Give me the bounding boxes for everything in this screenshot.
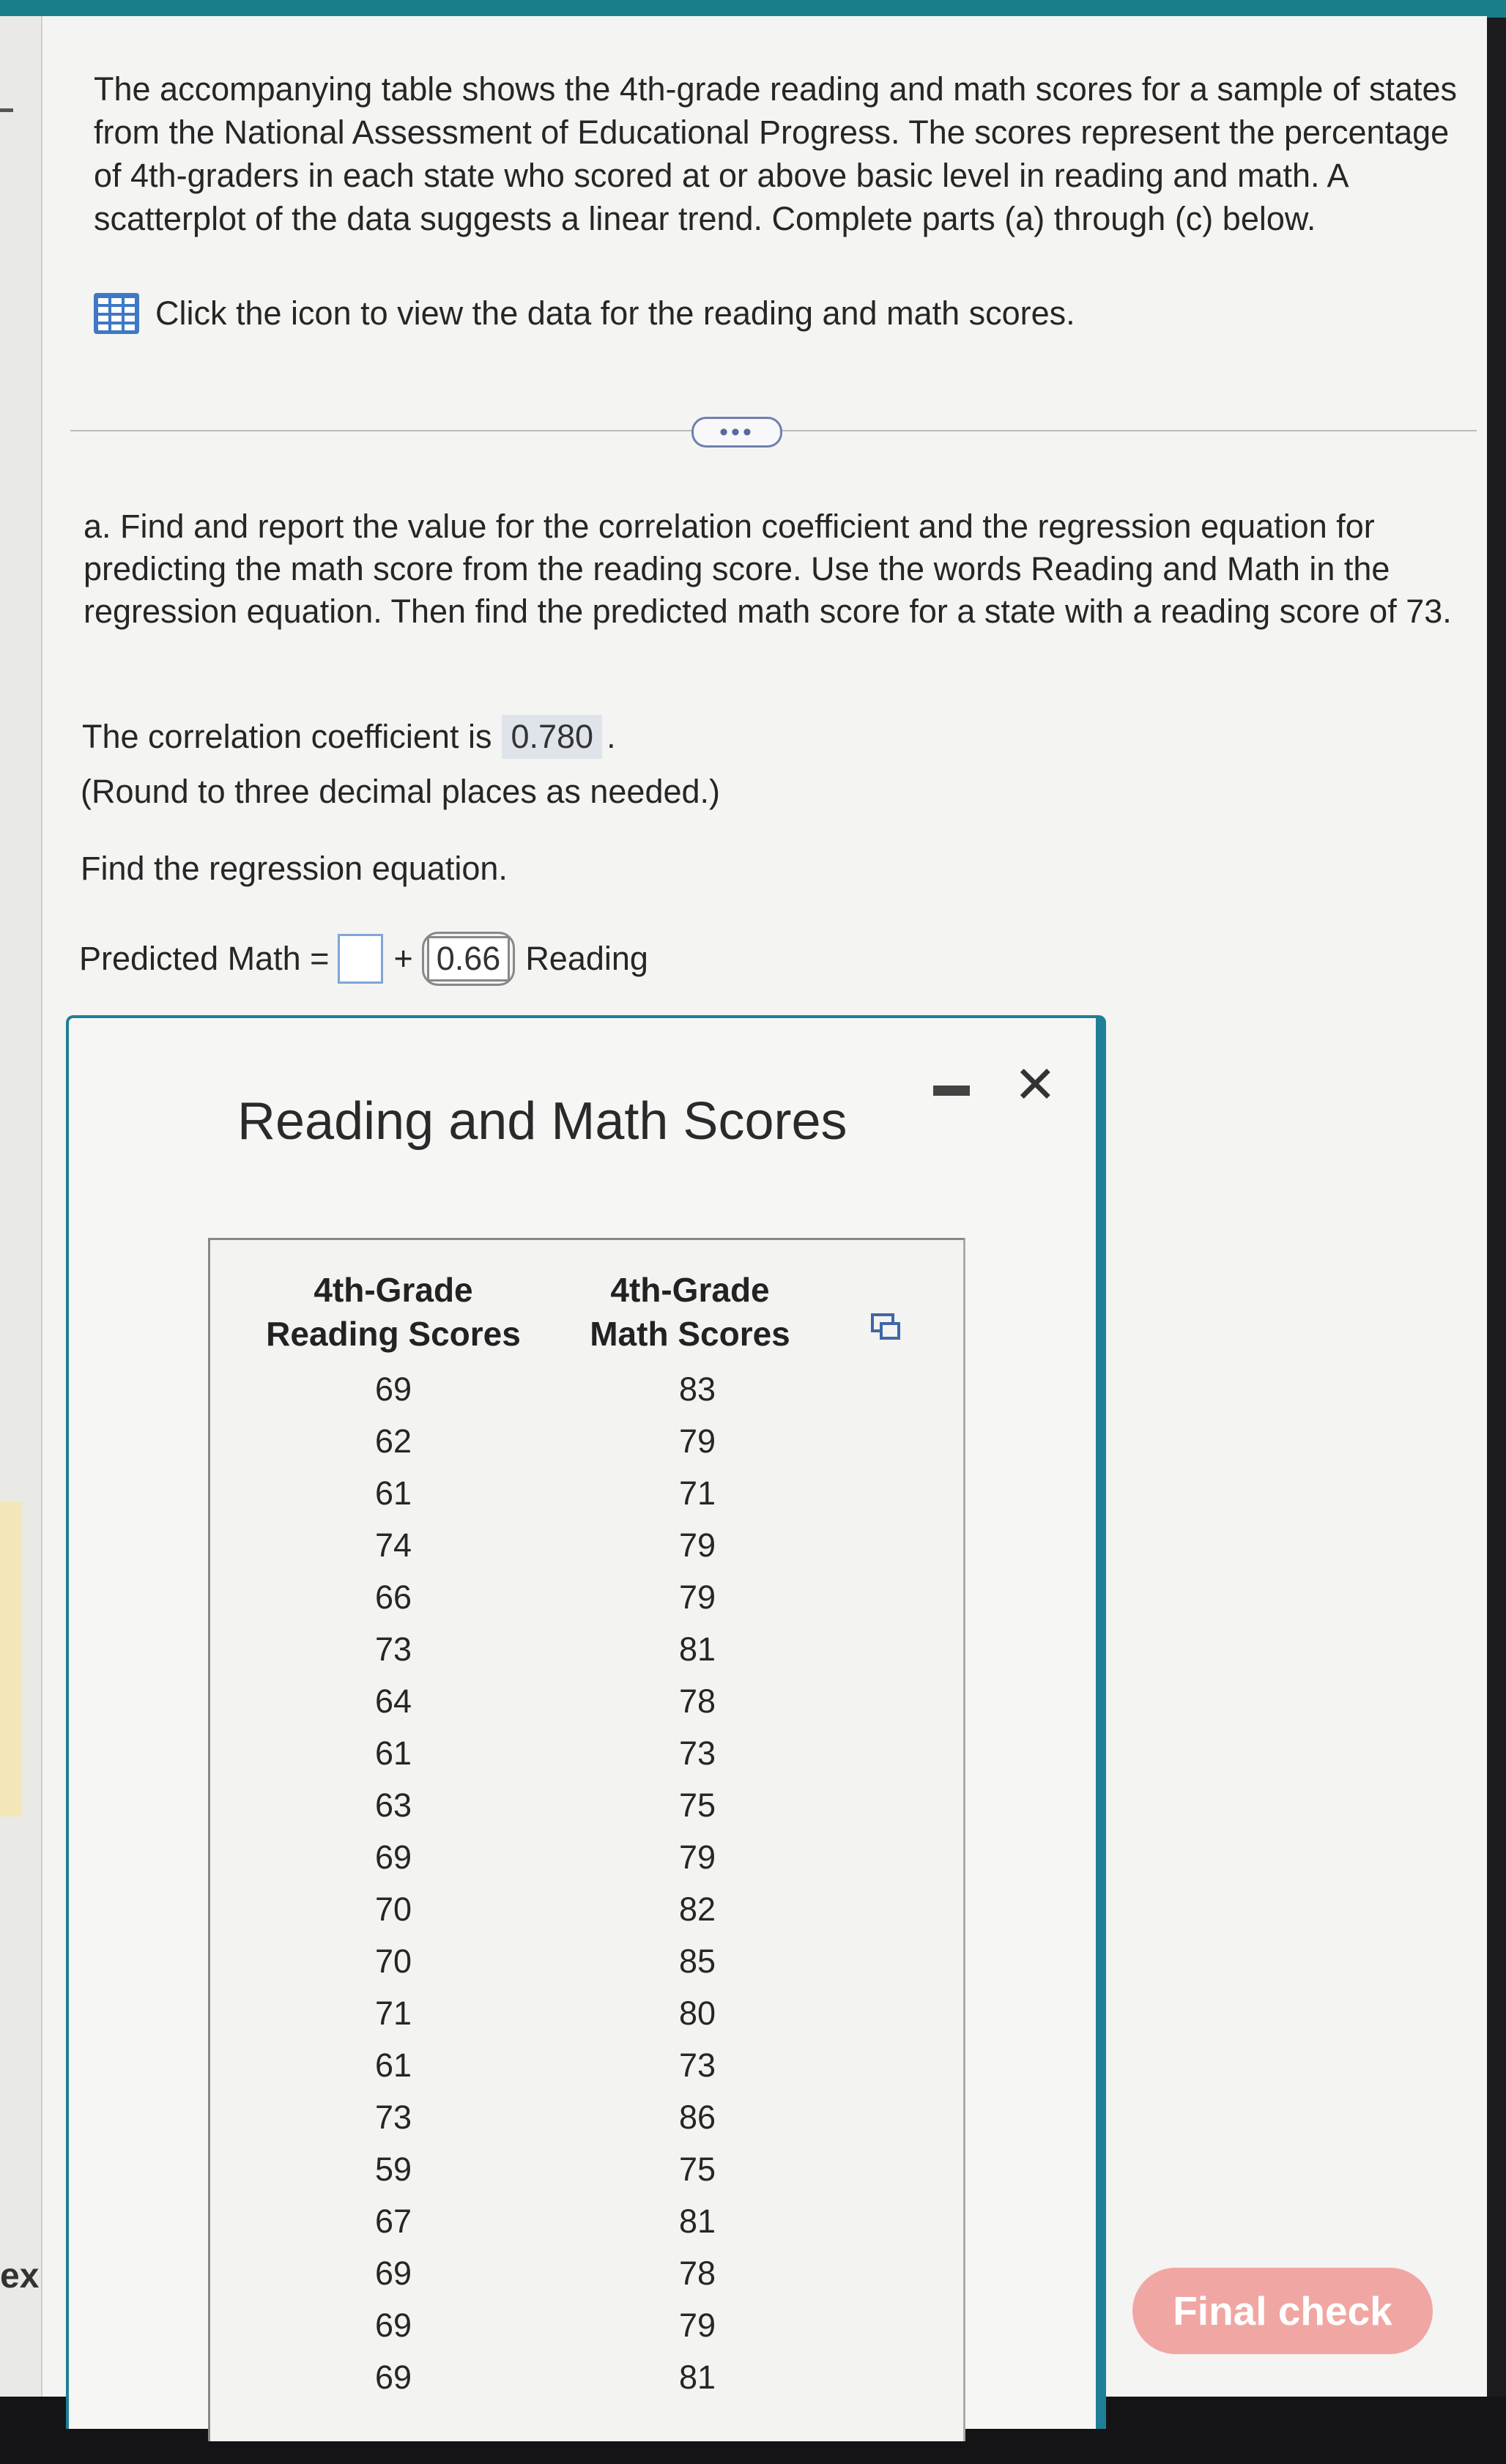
reading-score-cell: 64: [374, 1682, 412, 1720]
reading-score-cell: 63: [374, 1786, 412, 1824]
table-row: [210, 1578, 963, 1630]
table-row: [210, 2151, 963, 2203]
reading-score-cell: 69: [374, 2359, 412, 2396]
reading-score-cell: 69: [374, 2255, 412, 2292]
left-panel-highlight: [0, 1502, 22, 1817]
reading-score-cell: 71: [374, 1994, 412, 2032]
table-row: [210, 2307, 963, 2359]
correlation-line: [82, 715, 616, 759]
math-score-cell: 78: [678, 1682, 716, 1720]
math-score-cell: 79: [678, 1526, 716, 1564]
find-regression-prompt: Find the regression equation.: [81, 850, 508, 887]
math-score-cell: 82: [678, 1890, 716, 1928]
reading-score-cell: 69: [374, 1370, 412, 1408]
math-score-cell: 79: [678, 1422, 716, 1460]
math-score-cell: 85: [678, 1942, 716, 1980]
table-row: [210, 2046, 963, 2099]
equation-suffix: Reading: [525, 940, 648, 977]
reading-score-cell: 74: [374, 1526, 412, 1564]
copy-icon[interactable]: [869, 1312, 902, 1344]
table-row: [210, 1526, 963, 1578]
intercept-input[interactable]: [338, 934, 383, 984]
table-row: [210, 1422, 963, 1474]
reading-header-line1: 4th-Grade: [314, 1271, 473, 1309]
math-score-cell: 81: [678, 2203, 716, 2240]
table-row: [210, 1682, 963, 1734]
final-check-button[interactable]: Final check: [1132, 2268, 1433, 2354]
math-score-cell: 78: [678, 2255, 716, 2292]
data-modal: [66, 1015, 1106, 2429]
modal-title: Reading and Math Scores: [237, 1092, 847, 1151]
problem-intro: The accompanying table shows the 4th-grade reading and math scores for a sample of states from the National Assessment of Educational Progress. The scores represent the percentage of 4th-graders in each state who scored at or above basic level in reading and math. A scatterplot of the data suggests a linear trend. Complete parts (a) through (c) below.: [94, 70, 1458, 237]
expand-more-button[interactable]: •••: [691, 417, 782, 448]
table-row: [210, 1786, 963, 1838]
math-score-cell: 83: [678, 1370, 716, 1408]
reading-score-cell: 73: [374, 2099, 412, 2136]
reading-score-cell: 62: [374, 1422, 412, 1460]
view-data-link-text[interactable]: Click the icon to view the data for the reading and math scores.: [155, 294, 1075, 332]
top-accent-bar: [0, 0, 1506, 18]
equation-prefix: Predicted Math =: [79, 940, 330, 977]
math-score-cell: 73: [678, 2046, 716, 2084]
minimize-button[interactable]: [933, 1086, 970, 1096]
reading-score-cell: 69: [374, 1838, 412, 1876]
regression-equation: [79, 932, 648, 986]
left-panel-edge: [0, 16, 42, 2397]
reading-score-cell: 67: [374, 2203, 412, 2240]
left-panel-label: ex: [0, 2257, 40, 2296]
scores-table: [208, 1238, 965, 2441]
reading-score-cell: 70: [374, 1890, 412, 1928]
close-icon[interactable]: ✕: [1014, 1056, 1057, 1113]
math-score-cell: 80: [678, 1994, 716, 2032]
math-score-cell: 79: [678, 2307, 716, 2344]
reading-score-cell: 61: [374, 1474, 412, 1512]
math-header-line1: 4th-Grade: [610, 1271, 770, 1309]
rounding-note: (Round to three decimal places as needed.): [81, 773, 721, 810]
reading-score-cell: 70: [374, 1942, 412, 1980]
reading-score-cell: 61: [374, 1734, 412, 1772]
table-row: [210, 1890, 963, 1942]
table-row: [210, 2255, 963, 2307]
table-row: [210, 2203, 963, 2255]
data-table-icon[interactable]: [94, 293, 139, 334]
math-score-cell: 75: [678, 1786, 716, 1824]
correlation-answer[interactable]: 0.780: [502, 715, 602, 759]
part-a-question: a. Find and report the value for the correlation coefficient and the regression equation for predicting the math score from the reading score. Use the words Reading and Math in the regression equation. Then find the predicted math score for a state with a reading score of 73.: [84, 508, 1452, 630]
reading-score-cell: 66: [374, 1578, 412, 1616]
math-score-cell: 81: [678, 1630, 716, 1668]
math-score-cell: 81: [678, 2359, 716, 2396]
table-body: [210, 1370, 963, 2411]
correlation-suffix: .: [607, 718, 616, 755]
reading-score-cell: 73: [374, 1630, 412, 1668]
reading-column-header: [261, 1268, 525, 1356]
reading-header-line2: Reading Scores: [266, 1315, 521, 1353]
math-column-header: [584, 1268, 796, 1356]
equation-plus: +: [393, 940, 413, 977]
table-row: [210, 2099, 963, 2151]
math-score-cell: 73: [678, 1734, 716, 1772]
reading-score-cell: 61: [374, 2046, 412, 2084]
table-row: [210, 1630, 963, 1682]
view-data-link[interactable]: [94, 293, 1075, 334]
table-row: [210, 1994, 963, 2046]
slope-input[interactable]: 0.66: [427, 936, 511, 981]
table-row: [210, 2359, 963, 2411]
table-row: [210, 1474, 963, 1526]
math-score-cell: 79: [678, 1838, 716, 1876]
reading-score-cell: 59: [374, 2151, 412, 2188]
table-row: [210, 1370, 963, 1422]
table-row: [210, 1942, 963, 1994]
math-header-line2: Math Scores: [590, 1315, 790, 1353]
math-score-cell: 86: [678, 2099, 716, 2136]
left-panel-marker: [0, 108, 13, 112]
slope-parentheses: [422, 932, 516, 986]
math-score-cell: 75: [678, 2151, 716, 2188]
table-row: [210, 1734, 963, 1786]
math-score-cell: 79: [678, 1578, 716, 1616]
reading-score-cell: 69: [374, 2307, 412, 2344]
table-row: [210, 1838, 963, 1890]
math-score-cell: 71: [678, 1474, 716, 1512]
correlation-prefix: The correlation coefficient is: [82, 718, 492, 755]
